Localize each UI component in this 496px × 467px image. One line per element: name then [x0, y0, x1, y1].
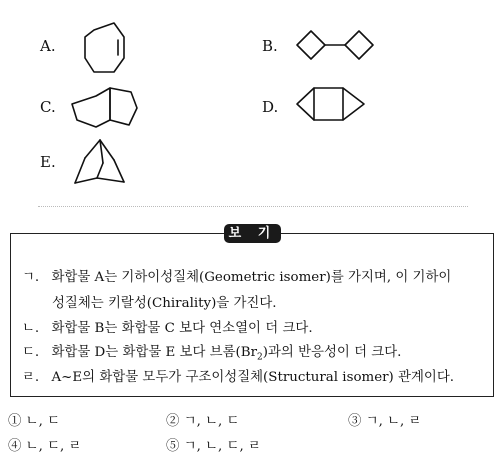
choice-4[interactable]: [8, 438, 82, 456]
choice-2[interactable]: [166, 413, 240, 431]
statement-text-before: 화합물 D는 화합물 E 보다 브롬(Br: [51, 345, 258, 360]
statement-digeut: [22, 344, 401, 367]
choice-text: ㄴ, ㄷ: [25, 414, 61, 429]
choice-5[interactable]: [166, 438, 261, 456]
compound-a-label: A.: [40, 37, 56, 55]
statement-text: 화합물 A는 기하이성질체(Geometric isomer)를 가지며, 이 기하이: [51, 270, 452, 285]
statement-subscript: 2: [257, 352, 263, 363]
compound-e-label: E.: [40, 153, 56, 171]
choice-3[interactable]: [348, 413, 422, 431]
statement-text-after: )과의 반응성이 더 크다.: [262, 345, 402, 360]
compound-c-label: C.: [40, 98, 56, 116]
compound-d-label: D.: [262, 98, 279, 116]
statement-nieun: [22, 320, 313, 338]
choice-text: ㄱ, ㄴ, ㄷ: [183, 414, 240, 429]
choice-text: ㄱ, ㄴ, ㄹ: [365, 414, 422, 429]
choice-1[interactable]: [8, 413, 60, 431]
statement-giyeok-continuation: 성질체는 키랄성(Chirality)을 가진다.: [52, 296, 277, 311]
section-divider: [38, 206, 468, 207]
choice-number: ④: [8, 439, 22, 454]
choice-number: ⑤: [166, 439, 180, 454]
statement-text: 화합물 B는 화합물 C 보다 연소열이 더 크다.: [51, 321, 313, 336]
choice-number: ②: [166, 414, 180, 429]
choice-number: ③: [348, 414, 362, 429]
statement-marker: ㄹ.: [22, 370, 40, 385]
choice-text: ㄴ, ㄷ, ㄹ: [25, 439, 82, 454]
statement-giyeok: [22, 269, 451, 287]
choice-number: ①: [8, 414, 22, 429]
choice-text: ㄱ, ㄴ, ㄷ, ㄹ: [183, 439, 261, 454]
statement-marker: ㄱ.: [22, 270, 40, 285]
statement-marker: ㄷ.: [22, 345, 40, 360]
statement-marker: ㄴ.: [22, 321, 40, 336]
compound-b-label: B.: [262, 37, 278, 55]
statement-rieul: [22, 369, 454, 387]
bogi-badge: 보 기: [224, 224, 281, 243]
statement-text: A~E의 화합물 모두가 구조이성질체(Structural isomer) 관계이다.: [51, 370, 455, 385]
